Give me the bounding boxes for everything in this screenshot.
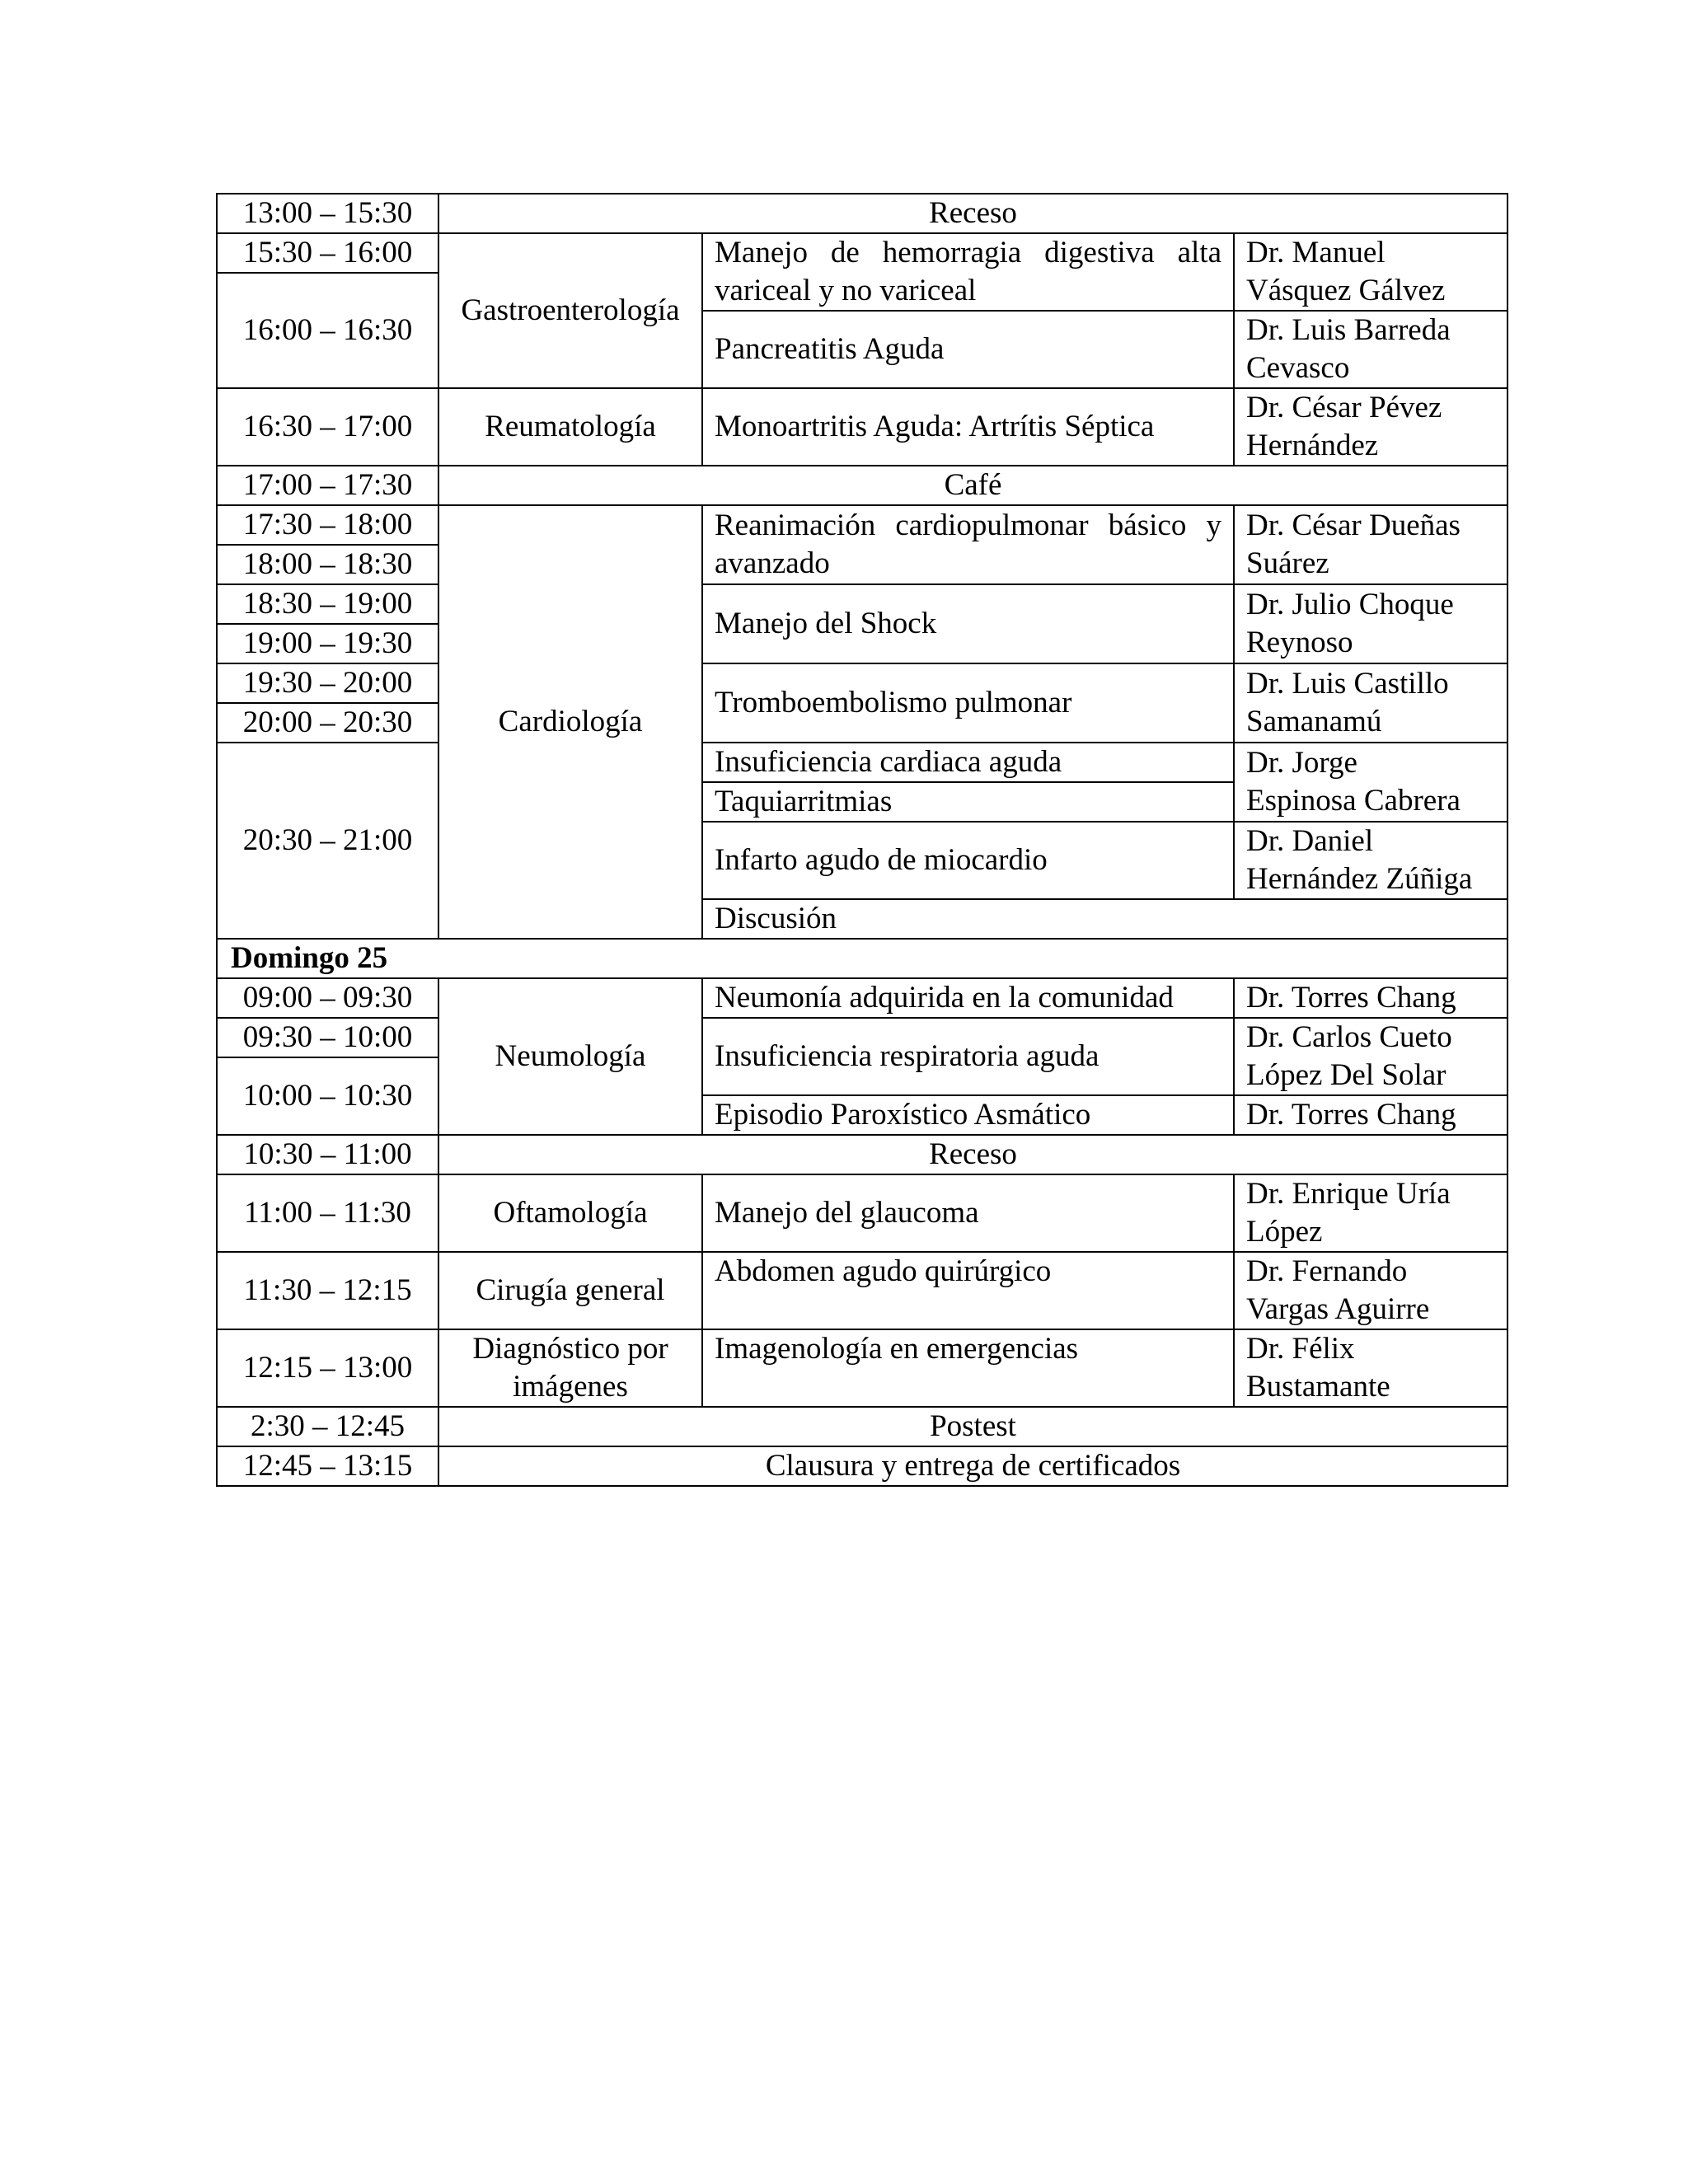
speaker-line: Vargas Aguirre xyxy=(1246,1292,1430,1326)
speaker-cell xyxy=(1234,388,1507,466)
speaker-line: Reynoso xyxy=(1246,626,1353,659)
table-row xyxy=(217,1407,1507,1446)
time-cell: 19:00 – 19:30 xyxy=(217,624,438,663)
topic-cell: Episodio Paroxístico Asmático xyxy=(702,1095,1234,1135)
time-cell: 18:30 – 19:00 xyxy=(217,584,438,624)
speaker-cell xyxy=(1234,743,1507,822)
speaker-line: Dr. Luis Castillo xyxy=(1246,667,1449,701)
speaker-line: Dr. Félix xyxy=(1246,1332,1355,1366)
table-row xyxy=(217,1252,1507,1329)
break-cell: Postest xyxy=(438,1407,1507,1446)
specialty-cell: Oftamología xyxy=(438,1174,702,1252)
topic-cell: Manejo del glaucoma xyxy=(702,1174,1234,1252)
time-cell: 20:30 – 21:00 xyxy=(217,743,438,939)
topic-cell: Manejo del Shock xyxy=(702,584,1234,663)
time-cell: 12:45 – 13:15 xyxy=(217,1446,438,1486)
discussion-cell: Discusión xyxy=(702,899,1507,939)
topic-cell: Pancreatitis Aguda xyxy=(702,311,1234,388)
speaker-line: Dr. Enrique Uría xyxy=(1246,1177,1451,1211)
time-cell: 16:00 – 16:30 xyxy=(217,273,438,388)
topic-cell: Neumonía adquirida en la comunidad xyxy=(702,978,1234,1018)
table-row xyxy=(217,584,1507,624)
topic-cell: Infarto agudo de miocardio xyxy=(702,822,1234,899)
speaker-line: López Del Solar xyxy=(1246,1058,1447,1092)
speaker-line: Hernández Zúñiga xyxy=(1246,862,1473,896)
topic-cell: Abdomen agudo quirúrgico xyxy=(702,1252,1234,1329)
table-row xyxy=(217,1329,1507,1407)
time-cell: 17:00 – 17:30 xyxy=(217,466,438,505)
time-cell: 11:00 – 11:30 xyxy=(217,1174,438,1252)
topic-cell: Imagenología en emergencias xyxy=(702,1329,1234,1407)
table-row xyxy=(217,743,1507,782)
time-cell: 17:30 – 18:00 xyxy=(217,505,438,545)
topic-cell: Monoartritis Aguda: Artrítis Séptica xyxy=(702,388,1234,466)
topic-line: Manejo de hemorragia digestiva alta xyxy=(715,236,1221,269)
speaker-line: Bustamante xyxy=(1246,1370,1390,1404)
break-cell: Café xyxy=(438,466,1507,505)
speaker-line: Dr. Julio Choque xyxy=(1246,588,1454,621)
topic-cell: Tromboembolismo pulmonar xyxy=(702,663,1234,743)
speaker-cell xyxy=(1234,1329,1507,1407)
speaker-line: Hernández xyxy=(1246,429,1379,462)
table-row xyxy=(217,233,1507,273)
specialty-line: imágenes xyxy=(513,1370,628,1404)
break-cell: Clausura y entrega de certificados xyxy=(438,1446,1507,1486)
speaker-line: Dr. Fernando xyxy=(1246,1254,1408,1288)
table-row xyxy=(217,1446,1507,1486)
specialty-cell: Neumología xyxy=(438,978,702,1135)
topic-line: y avanzado xyxy=(715,509,1221,580)
speaker-cell xyxy=(1234,822,1507,899)
break-cell: Receso xyxy=(438,194,1507,233)
break-cell: Receso xyxy=(438,1135,1507,1174)
topic-cell xyxy=(702,233,1234,311)
speaker-cell: Dr. Torres Chang xyxy=(1234,978,1507,1018)
table-row xyxy=(217,1018,1507,1057)
table-row xyxy=(217,388,1507,466)
speaker-line: Vásquez Gálvez xyxy=(1246,274,1446,307)
speaker-cell xyxy=(1234,584,1507,663)
time-cell: 2:30 – 12:45 xyxy=(217,1407,438,1446)
time-cell: 09:00 – 09:30 xyxy=(217,978,438,1018)
table-row xyxy=(217,466,1507,505)
topic-cell: Taquiarritmias xyxy=(702,782,1234,822)
speaker-line: Suárez xyxy=(1246,546,1329,580)
topic-cell: Insuficiencia respiratoria aguda xyxy=(702,1018,1234,1095)
topic-line: variceal y no variceal xyxy=(715,274,977,307)
table-row xyxy=(217,1174,1507,1252)
time-cell: 15:30 – 16:00 xyxy=(217,233,438,273)
specialty-cell: Gastroenterología xyxy=(438,233,702,388)
topic-cell: Insuficiencia cardiaca aguda xyxy=(702,743,1234,782)
time-cell: 13:00 – 15:30 xyxy=(217,194,438,233)
time-cell: 20:00 – 20:30 xyxy=(217,703,438,743)
schedule-table xyxy=(216,193,1508,1487)
speaker-line: Dr. Carlos Cueto xyxy=(1246,1020,1452,1054)
speaker-line: Espinosa Cabrera xyxy=(1246,784,1461,818)
speaker-line: Dr. César Dueñas xyxy=(1246,509,1461,542)
time-cell: 19:30 – 20:00 xyxy=(217,663,438,703)
time-cell: 10:30 – 11:00 xyxy=(217,1135,438,1174)
speaker-line: Cevasco xyxy=(1246,351,1350,385)
specialty-cell: Cirugía general xyxy=(438,1252,702,1329)
speaker-line: Dr. Manuel xyxy=(1246,236,1386,269)
speaker-cell xyxy=(1234,1018,1507,1095)
specialty-cell xyxy=(438,1329,702,1407)
speaker-line: Samanamú xyxy=(1246,705,1382,738)
table-row xyxy=(217,978,1507,1018)
table-row xyxy=(217,1135,1507,1174)
time-cell: 09:30 – 10:00 xyxy=(217,1018,438,1057)
speaker-line: Dr. César Pévez xyxy=(1246,391,1442,424)
day-heading: Domingo 25 xyxy=(217,939,1507,978)
speaker-line: Dr. Luis Barreda xyxy=(1246,313,1451,347)
speaker-cell xyxy=(1234,505,1507,584)
speaker-cell xyxy=(1234,311,1507,388)
time-cell: 10:00 – 10:30 xyxy=(217,1057,438,1135)
time-cell: 11:30 – 12:15 xyxy=(217,1252,438,1329)
speaker-line: Dr. Jorge xyxy=(1246,746,1357,780)
speaker-cell xyxy=(1234,663,1507,743)
table-row xyxy=(217,505,1507,545)
specialty-cell: Reumatología xyxy=(438,388,702,466)
time-cell: 12:15 – 13:00 xyxy=(217,1329,438,1407)
topic-line: Reanimación cardiopulmonar básico xyxy=(715,509,1187,542)
speaker-cell xyxy=(1234,1252,1507,1329)
time-cell: 18:00 – 18:30 xyxy=(217,545,438,584)
speaker-line: López xyxy=(1246,1215,1323,1249)
table-row xyxy=(217,663,1507,703)
speaker-cell: Dr. Torres Chang xyxy=(1234,1095,1507,1135)
table-row xyxy=(217,194,1507,233)
specialty-cell: Cardiología xyxy=(438,505,702,939)
speaker-cell xyxy=(1234,1174,1507,1252)
table-row xyxy=(217,939,1507,978)
topic-cell xyxy=(702,505,1234,584)
specialty-line: Diagnóstico por xyxy=(472,1332,668,1366)
speaker-line: Dr. Daniel xyxy=(1246,824,1374,858)
speaker-cell xyxy=(1234,233,1507,311)
time-cell: 16:30 – 17:00 xyxy=(217,388,438,466)
